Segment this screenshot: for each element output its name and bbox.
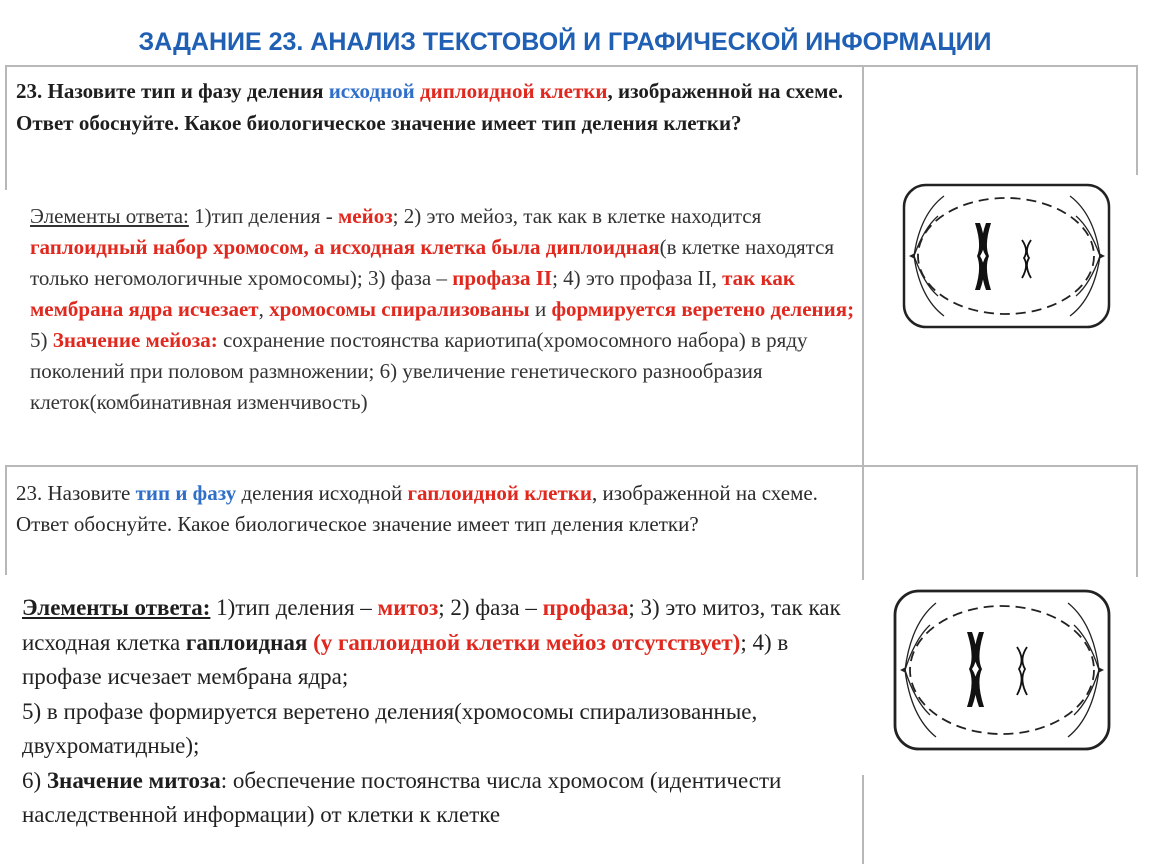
q1-diploid-cell: диплоидной клетки — [420, 79, 608, 103]
spindle-fibers — [914, 196, 1100, 316]
chromosome-small — [1022, 240, 1031, 278]
table-right-border-top — [1136, 65, 1138, 175]
a2-meaning: Значение митоза — [46, 767, 221, 793]
a2-label: Элементы ответа: — [22, 595, 211, 620]
a2-text: ; 3) это митоз, так как исходная клетка — [22, 595, 841, 655]
a1-text: 5) — [30, 328, 53, 352]
a2-text: ; 4) в профазе исчезает мембрана ядра; — [22, 629, 789, 689]
q1-source-word: исходной — [328, 79, 415, 103]
a1-label: Элементы ответа: — [30, 204, 189, 228]
q2-haploid-cell: гаплоидной клетки — [407, 481, 592, 505]
a2-item-5: 5) в профазе формируется веретено деления(хромосомы спирализованные, двухроматидные); — [22, 698, 758, 758]
a1-haploid-set: гаплоидный набор хромосом, а исходная клетка была диплоидная — [30, 235, 660, 259]
q2-type-phase: тип и фазу — [135, 481, 237, 505]
chromosome-large — [975, 223, 991, 290]
centriole-left — [900, 667, 906, 673]
centriole-right — [1098, 667, 1104, 673]
table-right-border-mid — [1136, 465, 1138, 577]
table-top-border — [5, 65, 1137, 67]
q1-text-1: 23. Назовите тип и фазу деления — [16, 79, 329, 103]
spindle-fibers — [905, 603, 1099, 737]
question-1 — [16, 75, 846, 139]
a1-text: (в клетке находятся только негомологичные хромосомы); 3) фаза – — [30, 235, 835, 290]
q2-text-3: , изображенной на схеме. Ответ обоснуйте. Какое биологическое значение имеет тип деления клетки? — [16, 481, 818, 536]
table-left-border-mid — [5, 465, 7, 575]
chromosome-small — [1017, 647, 1027, 695]
centriole-right — [1099, 253, 1105, 259]
answer-2 — [22, 591, 857, 833]
question-2 — [16, 478, 856, 539]
cell-outline — [904, 185, 1109, 327]
table-column-divider-bottom-a — [862, 465, 864, 580]
a2-text: 6) — [22, 767, 47, 793]
chromosome-large — [967, 632, 984, 707]
a2-haploid: гаплоидная — [185, 629, 308, 655]
a2-prophase: профаза — [542, 595, 629, 620]
q1-text-2: , изображенной на схеме. Ответ обоснуйте. Какое биологическое значение имеет тип деления клетки? — [16, 79, 843, 135]
page-title: ЗАДАНИЕ 23. АНАЛИЗ ТЕКСТОВОЙ И ГРАФИЧЕСКОЙ ИНФОРМАЦИИ — [138, 28, 992, 56]
table-row-divider — [5, 465, 1137, 467]
a1-text: сохранение постоянства кариотипа(хромосомного набора) в ряду поколений при половом размножении; 6) увеличение генетического разнообразия клеток(комбинативная изменчивость) — [30, 328, 808, 414]
a1-meiosis: мейоз — [337, 204, 393, 228]
a1-text: ; 4) это профаза II, — [552, 266, 723, 290]
cell-outline — [895, 591, 1109, 749]
table-left-border-top — [5, 65, 7, 190]
a2-text: : обеспечение постоянства числа хромосом (идентичести наследственной информации) от клетки к клетке — [22, 767, 782, 827]
a1-spiralized: хромосомы спирализованы — [269, 297, 530, 321]
q2-text-2: деления исходной — [236, 481, 408, 505]
nucleus-dashed-outline — [918, 198, 1094, 314]
a2-no-meiosis: (у гаплоидной клетки мейоз отсутствует) — [313, 629, 741, 655]
a2-mitosis: митоз — [377, 595, 439, 620]
cell-diagram-meiosis-prophase-2 — [898, 180, 1116, 332]
answer-1 — [30, 201, 860, 418]
centriole-left — [909, 253, 915, 259]
a1-meaning: Значение мейоза: — [52, 328, 218, 352]
a1-text: , — [258, 297, 270, 321]
a2-text: 1)тип деления – — [210, 595, 378, 620]
cell-diagram-mitosis-prophase — [888, 585, 1116, 755]
a1-text: и — [529, 297, 552, 321]
q2-text-1: 23. Назовите — [16, 481, 136, 505]
a1-spindle: формируется веретено деления; — [551, 297, 855, 321]
a1-text: 1)тип деления - — [188, 204, 338, 228]
a1-prophase-2: профаза II — [452, 266, 553, 290]
nucleus-dashed-outline — [910, 606, 1094, 734]
a1-membrane: так как мембрана ядра исчезает — [30, 266, 795, 321]
a1-text: ; 2) это мейоз, так как в клетке находится — [392, 204, 762, 228]
table-column-divider-top — [862, 65, 864, 465]
a2-text: ; 2) фаза – — [438, 595, 543, 620]
table-column-divider-bottom-b — [862, 775, 864, 864]
